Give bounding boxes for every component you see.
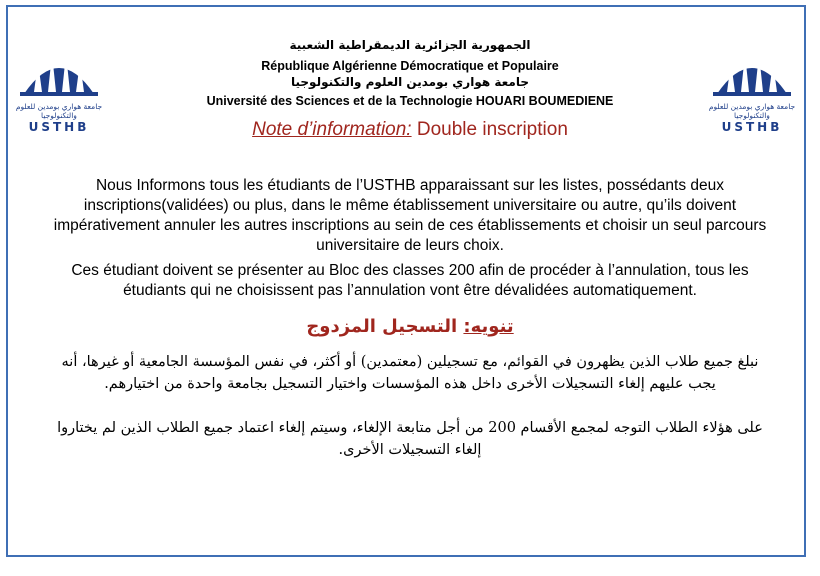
- usthb-logo-right: [707, 42, 807, 142]
- usthb-logo-left: [14, 42, 114, 142]
- header-french-university: Université des Sciences et de la Technologie HOUARI BOUMEDIENE: [206, 94, 614, 108]
- header-french-republic: République Algérienne Démocratique et Populaire: [261, 59, 559, 73]
- arabic-paragraph-1: نبلغ جميع طلاب الذين يظهرون في القوائم، مع تسجيلين (معتمدين) أو أكثر، في نفس المؤسسة الجامعية أو غيرها، أنه يجب عليهم إلغاء التسجيلات الأخرى داخل هذه المؤسسات واختيار التسجيل بجامعة واحدة من اختيارهم.: [61, 354, 759, 392]
- logo-arabic-text: جامعة هواري بومدين للعلوم والتكنولوجيا: [708, 102, 796, 120]
- note-title-arabic-rest: التسجيل المزدوج: [306, 316, 464, 337]
- french-paragraph-2: Ces étudiant doivent se présenter au Bloc des classes 200 afin de procéder à l’annulation, tous les étudiants qui ne choisissent pas l’annulation vont être dévalidées automatiquement.: [71, 262, 749, 299]
- note-title-arabic: [200, 316, 620, 337]
- header-arabic-republic: الجمهورية الجزائرية الديمقراطية الشعبية: [289, 38, 531, 52]
- logo-usthb-text: USTHB: [28, 120, 90, 134]
- note-title-rest: Double inscription: [411, 119, 568, 140]
- note-title-arabic-prefix: تنويه:: [463, 316, 514, 337]
- logo-arabic-text: جامعة هواري بومدين للعلوم والتكنولوجيا: [15, 102, 103, 120]
- usthb-emblem-icon: [707, 42, 797, 102]
- french-paragraph-1: Nous Informons tous les étudiants de l’USTHB apparaissant sur les listes, possédants deux inscriptions(validées) ou plus, dans le même établissement universitaire ou autre, qu’ils doivent impérativement annuler les autres inscriptions au sein de ces établissements et choisir un seul parcours universitaire de leurs choix.: [53, 177, 767, 254]
- logo-usthb-text: USTHB: [721, 120, 783, 134]
- note-title-french: [100, 119, 720, 141]
- arabic-paragraph-2: على هؤلاء الطلاب التوجه لمجمع الأقسام 200 من أجل متابعة الإلغاء، وسيتم إلغاء اعتماد جميع الطلاب الذين لم يختاروا إلغاء التسجيلات الأخرى.: [57, 420, 763, 458]
- usthb-emblem-icon: [14, 42, 104, 102]
- note-title-prefix: Note d’information:: [252, 119, 412, 140]
- header-arabic-university: جامعة هواري بومدين العلوم والتكنولوجيا: [291, 75, 529, 89]
